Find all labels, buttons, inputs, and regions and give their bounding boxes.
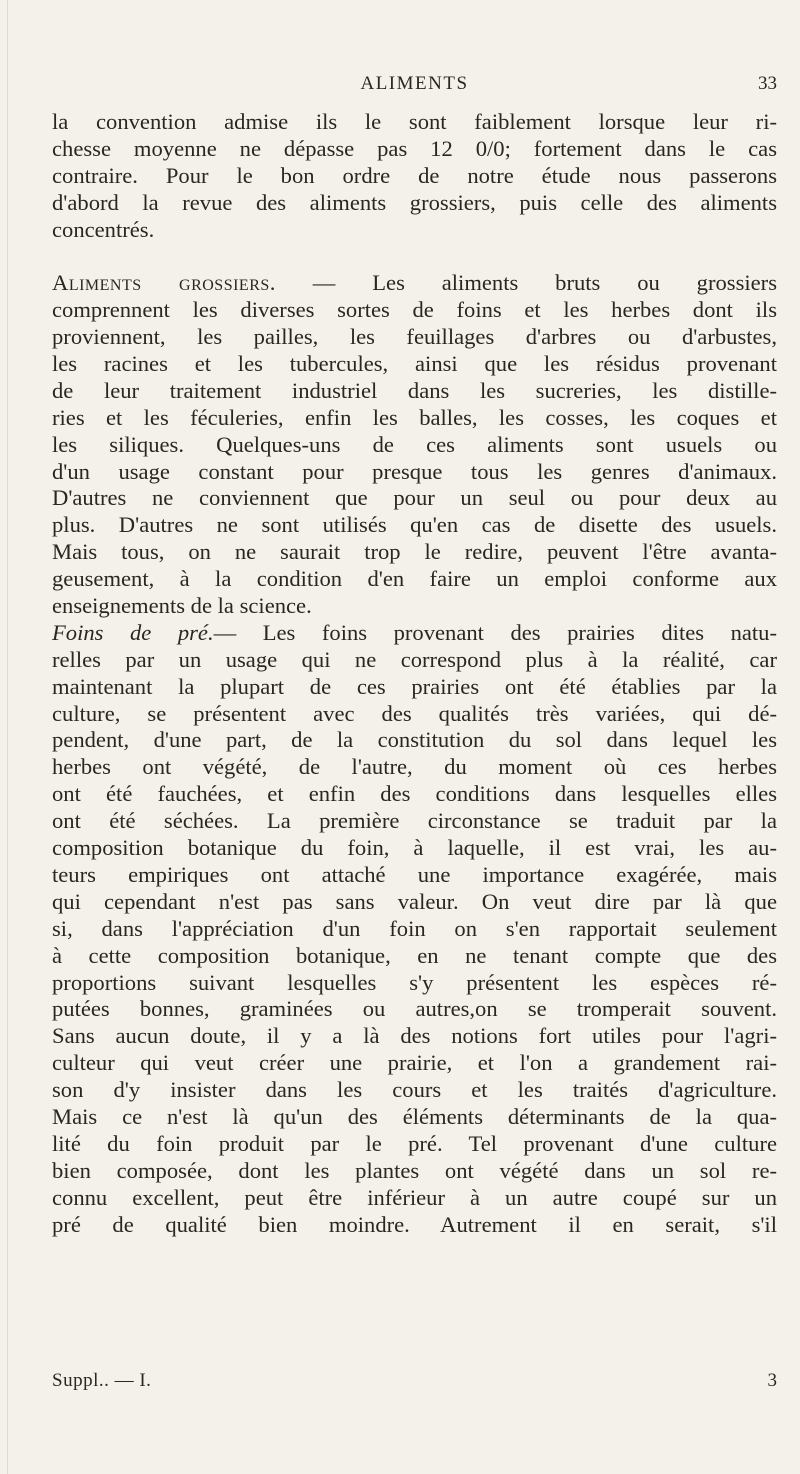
- text-line: pendent, d'une part, de la constitution du sol dans lequel les: [52, 727, 777, 753]
- text-line: ont été fauchées, et enfin des conditions dans lesquelles elles: [52, 781, 777, 807]
- text-line: les siliques. Quelques-uns de ces aliments sont usuels ou: [52, 431, 777, 457]
- text-line: enseignements de la science.: [52, 593, 312, 619]
- text-line: maintenant la plupart de ces prairies ont été établies par la: [52, 673, 777, 699]
- text-line: geusement, à la condition d'en faire un emploi conforme aux: [52, 566, 777, 592]
- text-line: qui cependant n'est pas sans valeur. On veut dire par là que: [52, 888, 777, 914]
- text-line: plus. D'autres ne sont utilisés qu'en cas de disette des usuels.: [52, 512, 777, 538]
- text-line: pré de qualité bien moindre. Autrement il en serait, s'il: [52, 1211, 777, 1237]
- text-line: d'abord la revue des aliments grossiers, puis celle des aliments: [52, 189, 777, 215]
- running-title: ALIMENTS: [360, 73, 469, 94]
- text-line: concentrés.: [52, 216, 155, 242]
- text-line: contraire. Pour le bon ordre de notre étude nous passerons: [52, 162, 777, 188]
- paragraph-foins-de-pre: [52, 620, 777, 1238]
- text-line: Mais ce n'est là qu'un des éléments déterminants de la qua-: [52, 1103, 777, 1129]
- text-line: D'autres ne conviennent que pour un seul ou pour deux au: [52, 485, 777, 511]
- text-line: ont été séchées. La première circonstance se traduit par la: [52, 808, 777, 834]
- text-line: Sans aucun doute, il y a là des notions fort utiles pour l'agri-: [52, 1023, 777, 1049]
- text-line: relles par un usage qui ne correspond plus à la réalité, car: [52, 646, 777, 672]
- paragraph-aliments-grossiers: [52, 270, 777, 620]
- text-line: Mais tous, on ne saurait trop le redire, peuvent l'être avanta-: [52, 539, 777, 565]
- text-line: d'un usage constant pour presque tous les genres d'animaux.: [52, 458, 777, 484]
- page-footer: [52, 1370, 777, 1398]
- text-line: connu excellent, peut être inférieur à un autre coupé sur un: [52, 1184, 777, 1210]
- page-number: 33: [758, 73, 777, 94]
- text-line: ries et les féculeries, enfin les balles, les cosses, les coques et: [52, 404, 777, 430]
- text-line: putées bonnes, graminées ou autres,on se tromperait souvent.: [52, 996, 777, 1022]
- heading-line-rest: — Les aliments bruts ou grossiers: [275, 270, 777, 296]
- text-line: proviennent, les pailles, les feuillages d'arbres ou d'arbustes,: [52, 324, 777, 350]
- page-header: [52, 73, 777, 105]
- text-line: [52, 620, 777, 647]
- section-heading: Aliments grossiers.: [52, 270, 276, 296]
- text-line: si, dans l'appréciation d'un foin on s'en rapportait seulement: [52, 915, 777, 941]
- heading-line-rest: — Les foins provenant des prairies dites natu-: [213, 619, 777, 645]
- text-line: les racines et les tubercules, ainsi que les résidus provenant: [52, 351, 777, 377]
- signature-mark: Suppl.. — I.: [52, 1370, 152, 1391]
- text-line: à cette composition botanique, en ne tenant compte que des: [52, 942, 777, 968]
- paragraph-spacer: [52, 243, 777, 270]
- text-line: [52, 270, 777, 297]
- text-line: comprennent les diverses sortes de foins et les herbes dont ils: [52, 297, 777, 323]
- text-line: de leur traitement industriel dans les sucreries, les distille-: [52, 377, 777, 403]
- signature-number: 3: [767, 1370, 777, 1391]
- text-line: lité du foin produit par le pré. Tel provenant d'une culture: [52, 1130, 777, 1156]
- text-line: son d'y insister dans les cours et les traités d'agriculture.: [52, 1077, 777, 1103]
- body-text: [52, 109, 777, 1238]
- text-line: culture, se présentent avec des qualités très variées, qui dé-: [52, 700, 777, 726]
- text-line: proportions suivant lesquelles s'y présentent les espèces ré-: [52, 969, 777, 995]
- text-line: la convention admise ils le sont faiblement lorsque leur ri-: [52, 109, 777, 134]
- text-line: herbes ont végété, de l'autre, du moment où ces herbes: [52, 754, 777, 780]
- paragraph-intro: [52, 109, 777, 270]
- page-edge-shadow: [7, 0, 8, 1474]
- text-line: teurs empiriques ont attaché une importance exagérée, mais: [52, 861, 777, 887]
- text-line: bien composée, dont les plantes ont végété dans un sol re-: [52, 1157, 777, 1183]
- section-heading: Foins de pré.: [52, 619, 214, 645]
- text-line: culteur qui veut créer une prairie, et l'on a grandement rai-: [52, 1050, 777, 1076]
- text-line: composition botanique du foin, à laquelle, il est vrai, les au-: [52, 835, 777, 861]
- text-line: chesse moyenne ne dépasse pas 12 0/0; fortement dans le cas: [52, 135, 777, 161]
